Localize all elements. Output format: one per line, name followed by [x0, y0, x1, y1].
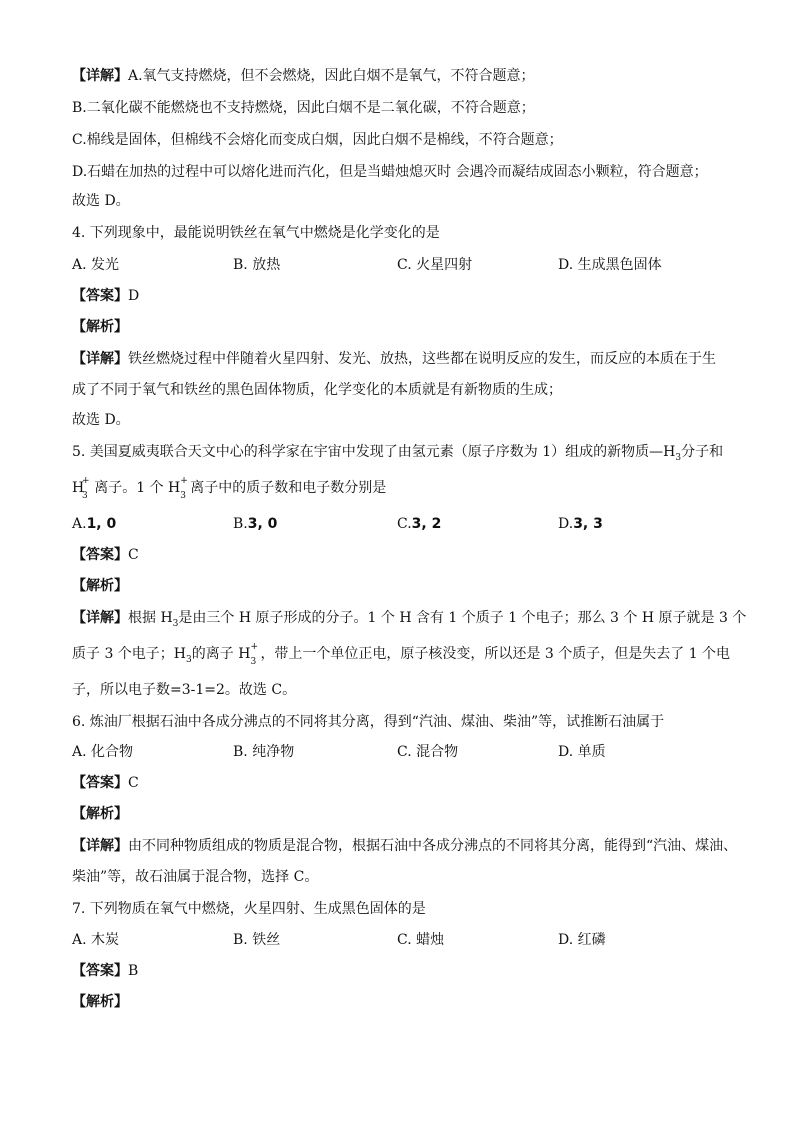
q4-option-a: A. 发光	[72, 257, 120, 273]
q5-answer-value: C	[128, 547, 139, 563]
q3-choose: 故选 D。	[72, 193, 130, 209]
q6-option-b: B. 纯净物	[233, 744, 295, 760]
q5-detail-3: 子，所以电子数=3-1=2。故选 C。	[72, 682, 297, 698]
q6-answer-value: C	[128, 775, 139, 791]
q6-stem: 6. 炼油厂根据石油中各成分沸点的不同将其分离，得到“汽油、煤油、柴油”等，试推断石油属于	[72, 714, 665, 730]
q6-detail-1: 【详解】由不同种物质组成的物质是混合物，根据石油中各成分沸点的不同将其分离，能得到“汽油、煤油、	[72, 838, 738, 854]
q7-answer-value: B	[128, 963, 139, 979]
answer-tag: 【答案】	[72, 547, 128, 563]
q4-analysis-tag: 【解析】	[72, 319, 128, 335]
detail-tag: 【详解】	[72, 68, 128, 84]
q5-option-a: A.1, 0	[72, 516, 117, 532]
q7-answer	[72, 961, 138, 981]
q6-analysis-tag: 【解析】	[72, 806, 128, 822]
q6-answer	[72, 773, 139, 793]
answer-tag: 【答案】	[72, 775, 128, 791]
subscript-3: 3	[675, 452, 682, 463]
q4-answer	[72, 286, 139, 306]
answer-tag: 【答案】	[72, 288, 128, 304]
q6-option-c: C. 混合物	[397, 744, 459, 760]
q6-option-a: A. 化合物	[72, 744, 134, 760]
q4-option-d: D. 生成黑色固体	[558, 257, 662, 273]
q5-analysis-tag: 【解析】	[72, 578, 128, 594]
q4-detail-1	[72, 349, 716, 369]
q5-stem-text-1a: 5. 美国夏威夷联合天文中心的科学家在宇宙中发现了由氢元素（原子序数为 1）组成的新物质—H	[72, 444, 676, 460]
detail-tag: 【详解】	[72, 351, 128, 367]
q5-option-b: B.3, 0	[233, 516, 278, 532]
q7-option-c: C. 蜡烛	[397, 932, 445, 948]
q5-option-c: C.3, 2	[397, 516, 442, 532]
q6-detail-2: 柴油”等，故石油属于混合物，选择 C。	[72, 869, 319, 885]
q5-option-d: D.3, 3	[558, 516, 603, 532]
q4-option-c: C. 火星四射	[397, 257, 473, 273]
q5-stem-text-1b: 分子和	[681, 444, 724, 460]
q7-analysis-tag: 【解析】	[72, 994, 128, 1010]
q7-option-d: D. 红磷	[558, 932, 606, 948]
q4-option-b: B. 放热	[233, 257, 281, 273]
q4-detail-2: 成了不同于氧气和铁丝的黑色固体物质，化学变化的本质就是有新物质的生成；	[72, 382, 562, 398]
detail-tag: 【详解】	[72, 838, 128, 854]
h3-plus-ion-superscript: + 3	[250, 642, 258, 667]
q5-detail-1: 【详解】根据 $H_3$是由三个 H 原子形成的分子。1 个 H 含有 1 个质子 1 个电子；那么 3 个 H 原子就是 3 个	[72, 610, 747, 629]
q5-stem-line-1	[72, 442, 723, 468]
q7-stem: 7. 下列物质在氧气中燃烧，火星四射、生成黑色固体的是	[72, 901, 426, 917]
q3-detail-b: B.二氧化碳不能燃烧也不支持燃烧，因此白烟不是二氧化碳，不符合题意；	[72, 100, 535, 116]
h3-plus-ion-superscript: + 3	[180, 476, 188, 501]
q5-detail-2: 质子 3 个电子；$H_3$的离子 H + 3 ，带上一个单位正电，原子核没变，所以还是 3 个质子，但是失去了 1 个电	[72, 642, 731, 667]
q5-stem-text-2a: 离子。1 个 H	[94, 480, 181, 496]
detail-tag: 【详解】	[72, 610, 128, 626]
q4-answer-value: D	[128, 288, 140, 304]
answer-tag: 【答案】	[72, 963, 128, 979]
q4-choose: 故选 D。	[72, 412, 130, 428]
q3-detail-d: D.石蜡在加热的过程中可以熔化进而汽化，但是当蜡烛熄灭时 会遇冷而凝结成固态小颗粒，符合题意；	[72, 164, 708, 180]
q6-option-d: D. 单质	[558, 744, 606, 760]
q5-answer	[72, 545, 139, 565]
q5-stem-text-2b: 离子中的质子数和电子数分别是	[190, 480, 387, 496]
q3-option-a-explain: A.氧气支持燃烧，但不会燃烧，因此白烟不是氧气，不符合题意；	[128, 68, 535, 84]
h3-plus-ion: H + 3	[72, 476, 90, 501]
q4-stem: 4. 下列现象中，最能说明铁丝在氧气中燃烧是化学变化的是	[72, 225, 440, 241]
q3-detail-c: C.棉线是固体，但棉线不会熔化而变成白烟，因此白烟不是棉线，不符合题意；	[72, 132, 563, 148]
q5-stem-line-2	[72, 476, 387, 501]
q7-option-a: A. 木炭	[72, 932, 120, 948]
q7-option-b: B. 铁丝	[233, 932, 281, 948]
q3-detail-a	[72, 66, 535, 86]
q4-detail-text-1: 铁丝燃烧过程中伴随着火星四射、发光、放热，这些都在说明反应的发生，而反应的本质在于生	[128, 351, 716, 367]
